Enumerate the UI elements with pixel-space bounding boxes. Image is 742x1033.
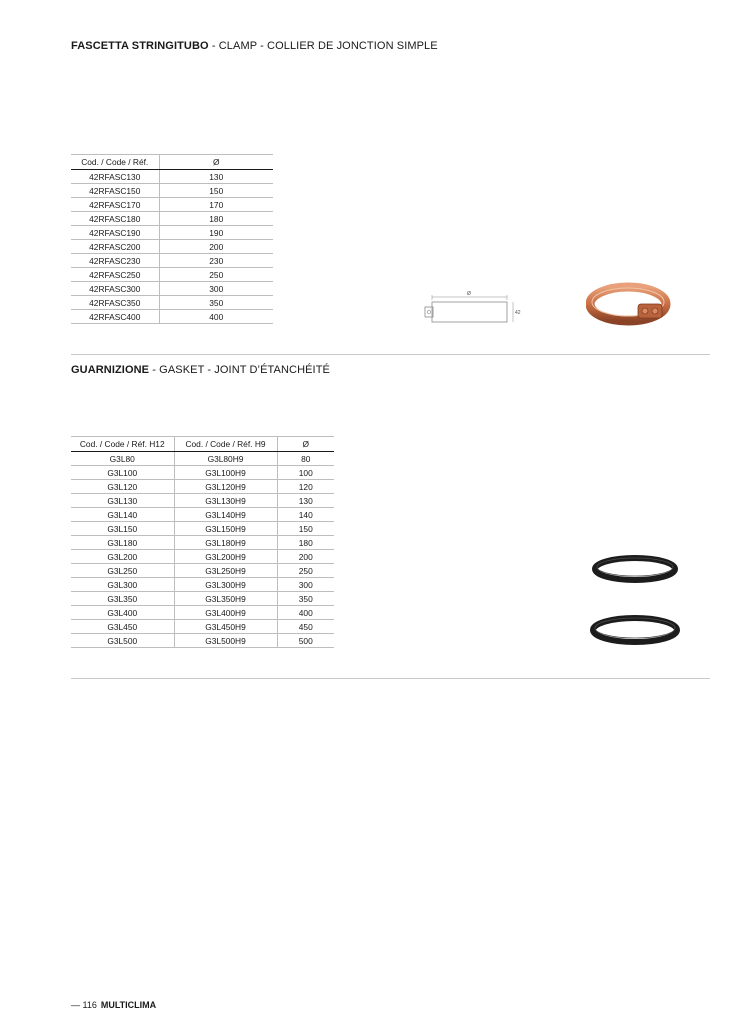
code-h12-cell: G3L500 (71, 634, 174, 648)
column-header-code: Cod. / Code / Réf. (71, 155, 159, 170)
diameter-cell: 230 (159, 254, 273, 268)
table-row (71, 494, 334, 508)
code-h9-cell: G3L250H9 (174, 564, 277, 578)
code-cell: 42RFASC230 (71, 254, 159, 268)
gasket-ring-photo-icon (588, 612, 682, 650)
diameter-cell: 250 (277, 564, 334, 578)
diameter-cell: 300 (277, 578, 334, 592)
table-row (71, 226, 273, 240)
clamp-title-rest: - CLAMP - COLLIER DE JONCTION SIMPLE (208, 40, 438, 52)
code-cell: 42RFASC250 (71, 268, 159, 282)
code-h9-cell: G3L500H9 (174, 634, 277, 648)
diameter-cell: 150 (277, 522, 334, 536)
table-row (71, 620, 334, 634)
table-header-row (71, 155, 273, 170)
code-h9-cell: G3L450H9 (174, 620, 277, 634)
diameter-cell: 200 (159, 240, 273, 254)
gasket-title-bold: GUARNIZIONE (71, 364, 150, 376)
diameter-cell: 150 (159, 184, 273, 198)
page-footer (71, 1000, 156, 1010)
code-h9-cell: G3L80H9 (174, 452, 277, 466)
column-header-diameter: Ø (159, 155, 273, 170)
column-header-code-h12: Cod. / Code / Réf. H12 (71, 437, 174, 452)
table-row (71, 268, 273, 282)
diameter-cell: 80 (277, 452, 334, 466)
diameter-cell: 100 (277, 466, 334, 480)
section-divider (71, 678, 710, 679)
code-cell: 42RFASC170 (71, 198, 159, 212)
table-row (71, 296, 273, 310)
code-h12-cell: G3L300 (71, 578, 174, 592)
code-cell: 42RFASC300 (71, 282, 159, 296)
table-row (71, 522, 334, 536)
table-row (71, 184, 273, 198)
diameter-cell: 180 (159, 212, 273, 226)
code-h9-cell: G3L400H9 (174, 606, 277, 620)
table-row (71, 536, 334, 550)
table-row (71, 170, 273, 184)
table-row (71, 310, 273, 324)
code-h12-cell: G3L450 (71, 620, 174, 634)
diameter-cell: 130 (159, 170, 273, 184)
table-row (71, 578, 334, 592)
code-h12-cell: G3L400 (71, 606, 174, 620)
diameter-cell: 500 (277, 634, 334, 648)
gasket-title-rest: - GASKET - JOINT D’ÉTANCHÉITÉ (149, 364, 330, 376)
table-row (71, 198, 273, 212)
code-h12-cell: G3L120 (71, 480, 174, 494)
code-h9-cell: G3L300H9 (174, 578, 277, 592)
code-h9-cell: G3L130H9 (174, 494, 277, 508)
code-cell: 42RFASC200 (71, 240, 159, 254)
code-h12-cell: G3L80 (71, 452, 174, 466)
code-h9-cell: G3L150H9 (174, 522, 277, 536)
code-h9-cell: G3L180H9 (174, 536, 277, 550)
copper-clamp-photo-icon (586, 278, 674, 326)
clamp-title-bold: FASCETTA STRINGITUBO (71, 40, 209, 52)
diameter-cell: 200 (277, 550, 334, 564)
code-cell: 42RFASC400 (71, 310, 159, 324)
table-row (71, 592, 334, 606)
code-h12-cell: G3L250 (71, 564, 174, 578)
column-header-diameter: Ø (277, 437, 334, 452)
diameter-cell: 190 (159, 226, 273, 240)
code-h9-cell: G3L200H9 (174, 550, 277, 564)
diameter-cell: 400 (159, 310, 273, 324)
table-row (71, 466, 334, 480)
diameter-cell: 400 (277, 606, 334, 620)
diameter-cell: 170 (159, 198, 273, 212)
code-h9-cell: G3L100H9 (174, 466, 277, 480)
table-row (71, 452, 334, 466)
table-row (71, 240, 273, 254)
code-h12-cell: G3L130 (71, 494, 174, 508)
diameter-cell: 140 (277, 508, 334, 522)
brand-name: MULTICLIMA (100, 1000, 157, 1010)
code-h12-cell: G3L140 (71, 508, 174, 522)
code-h12-cell: G3L200 (71, 550, 174, 564)
code-cell: 42RFASC180 (71, 212, 159, 226)
code-cell: 42RFASC130 (71, 170, 159, 184)
code-h12-cell: G3L350 (71, 592, 174, 606)
diameter-cell: 350 (159, 296, 273, 310)
table-row (71, 508, 334, 522)
table-row (71, 634, 334, 648)
code-h9-cell: G3L140H9 (174, 508, 277, 522)
table-header-row (71, 437, 334, 452)
clamp-section-title (71, 40, 438, 52)
table-row (71, 212, 273, 226)
clamp-technical-drawing (422, 290, 522, 326)
table-row (71, 254, 273, 268)
table-row (71, 480, 334, 494)
clamp-table (71, 154, 273, 324)
code-h12-cell: G3L150 (71, 522, 174, 536)
drawing-height-label: 42 (515, 310, 521, 316)
diameter-cell: 300 (159, 282, 273, 296)
diameter-cell: 250 (159, 268, 273, 282)
code-cell: 42RFASC150 (71, 184, 159, 198)
code-h9-cell: G3L120H9 (174, 480, 277, 494)
gasket-ring-photo-icon (590, 552, 680, 588)
diameter-cell: 350 (277, 592, 334, 606)
code-cell: 42RFASC190 (71, 226, 159, 240)
code-cell: 42RFASC350 (71, 296, 159, 310)
table-row (71, 550, 334, 564)
diameter-cell: 130 (277, 494, 334, 508)
table-row (71, 282, 273, 296)
gasket-section-title (71, 364, 330, 376)
section-divider (71, 354, 710, 355)
table-row (71, 564, 334, 578)
page-number: — 116 (71, 1000, 97, 1010)
diameter-cell: 450 (277, 620, 334, 634)
diameter-cell: 180 (277, 536, 334, 550)
column-header-code-h9: Cod. / Code / Réf. H9 (174, 437, 277, 452)
code-h12-cell: G3L180 (71, 536, 174, 550)
table-row (71, 606, 334, 620)
code-h9-cell: G3L350H9 (174, 592, 277, 606)
code-h12-cell: G3L100 (71, 466, 174, 480)
diameter-cell: 120 (277, 480, 334, 494)
drawing-diameter-label: Ø (467, 291, 471, 297)
gasket-table (71, 436, 334, 648)
